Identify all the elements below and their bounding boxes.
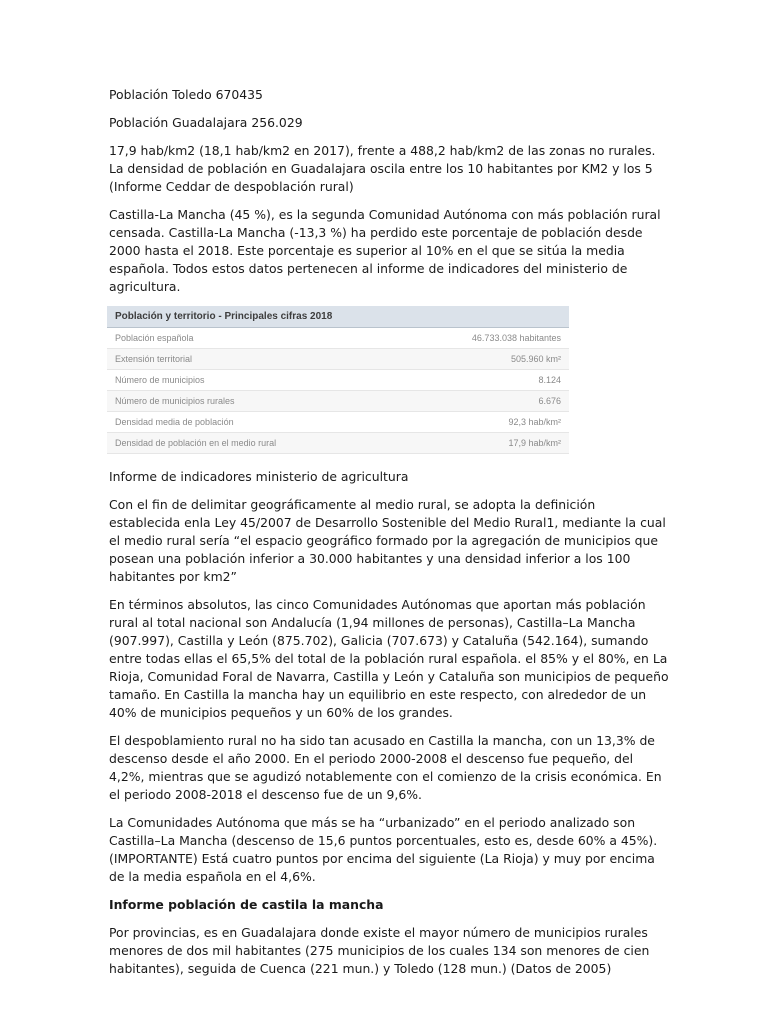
table-row-value: 505.960 km² xyxy=(397,349,569,370)
table-row xyxy=(107,370,569,391)
table-row-label: Número de municipios xyxy=(107,370,397,391)
provinces-paragraph: Por provincias, es en Guadalajara donde existe el mayor número de municipios rurales menores de dos mil habitantes (275 municipios de los cuales 134 son menores de cien habitantes), seguida de Cuenca (221 mun.) y Toledo (128 mun.) (Datos de 2005) xyxy=(109,925,650,976)
stats-table xyxy=(107,306,569,454)
guadalajara-population-line: Población Guadalajara 256.029 xyxy=(109,115,303,130)
table-row-value: 8.124 xyxy=(397,370,569,391)
table-row-label: Densidad media de población xyxy=(107,412,397,433)
table-row xyxy=(107,433,569,454)
table-row xyxy=(107,391,569,412)
table-row xyxy=(107,349,569,370)
table-row-label: Población española xyxy=(107,328,397,349)
rural-definition-paragraph: Con el fin de delimitar geográficamente al medio rural, se adopta la definición establecida enla Ley 45/2007 de Desarrollo Sostenible del Medio Rural1, mediante la cual el medio rural sería “el espacio geográfico formado por la agregación de municipios que posean una población inferior a 30.000 habitantes y una densidad inferior a los 100 habitantes por km2” xyxy=(109,497,666,584)
table-row-value: 6.676 xyxy=(397,391,569,412)
stats-table-image xyxy=(107,306,569,454)
table-row-value: 17,9 hab/km² xyxy=(397,433,569,454)
table-caption: Informe de indicadores ministerio de agricultura xyxy=(109,469,409,484)
table-row-label: Extensión territorial xyxy=(107,349,397,370)
autonomous-communities-paragraph: En términos absolutos, las cinco Comunidades Autónomas que aportan más población rural al total nacional son Andalucía (1,94 millones de personas), Castilla–La Mancha (907.997), Castilla y León (875.702), Galicia (707.673) y Cataluña (542.164), sumando entre todas ellas el 65,5% del total de la población rural española. el 85% y el 80%, en La Rioja, Comunidad Foral de Navarra, Castilla y León y Cataluña son municipios de pequeño tamaño. En Castilla la mancha hay un equilibrio en este respecto, con alrededor de un 40% de municipios pequeños y un 60% de los grandes. xyxy=(109,597,669,720)
urbanization-paragraph: La Comunidades Autónoma que más se ha “urbanizado” en el periodo analizado son Castilla–La Mancha (descenso de 15,6 puntos porcentuales, esto es, desde 60% a 45%). (IMPORTANTE) Está cuatro puntos por encima del siguiente (La Rioja) y muy por encima de la media española en el 4,6%. xyxy=(109,815,658,884)
section-heading: Informe población de castila la mancha xyxy=(109,897,384,912)
document-body xyxy=(109,86,669,988)
table-row-label: Densidad de población en el medio rural xyxy=(107,433,397,454)
depopulation-paragraph: El despoblamiento rural no ha sido tan acusado en Castilla la mancha, con un 13,3% de descenso desde el año 2000. En el periodo 2000-2008 el descenso fue pequeño, del 4,2%, mientras que se agudizó notablemente con el comienzo de la crisis económica. En el periodo 2008-2018 el descenso fue de un 9,6%. xyxy=(109,733,662,802)
density-paragraph: 17,9 hab/km2 (18,1 hab/km2 en 2017), frente a 488,2 hab/km2 de las zonas no rurales. La densidad de población en Guadalajara oscila entre los 10 habitantes por KM2 y los 5 (Informe Ceddar de despoblación rural) xyxy=(109,143,656,194)
stats-table-title: Población y territorio - Principales cifras 2018 xyxy=(107,306,569,328)
toledo-population-line: Población Toledo 670435 xyxy=(109,87,263,102)
table-row-value: 92,3 hab/km² xyxy=(397,412,569,433)
table-row-label: Número de municipios rurales xyxy=(107,391,397,412)
castilla-la-mancha-paragraph: Castilla-La Mancha (45 %), es la segunda Comunidad Autónoma con más población rural censada. Castilla-La Mancha (-13,3 %) ha perdido este porcentaje de población desde 2000 hasta el 2018. Este porcentaje es superior al 10% en el que se sitúa la media española. Todos estos datos pertenecen al informe de indicadores del ministerio de agricultura. xyxy=(109,207,661,294)
table-row xyxy=(107,412,569,433)
table-row-value: 46.733.038 habitantes xyxy=(397,328,569,349)
table-row xyxy=(107,328,569,349)
